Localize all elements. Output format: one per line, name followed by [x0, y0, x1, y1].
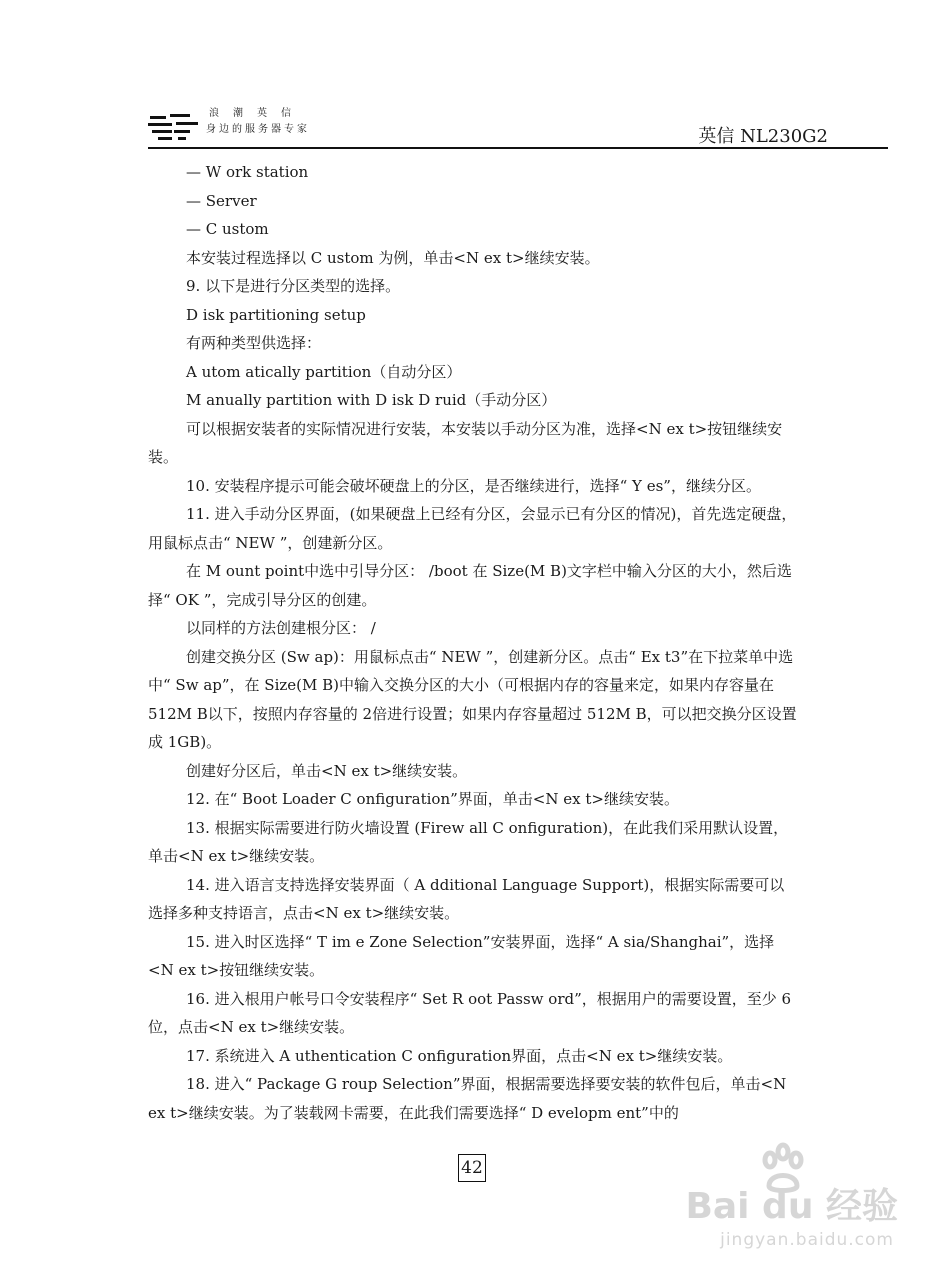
page-number: 42 — [458, 1154, 486, 1182]
watermark — [652, 1148, 902, 1258]
paragraph: 在 M ount point中选中引导分区： /boot 在 Size(M B)文字栏中输入分区的大小，然后选择“ OK ”，完成引导分区的创建。 — [148, 562, 792, 609]
paragraph: 14. 进入语言支持选择安装界面（ A dditional Language Support)，根据实际需要可以选择多种支持语言，点击<N ex t>继续安装。 — [148, 875, 785, 922]
header-model: 英信 NL230G2 — [698, 126, 828, 147]
watermark-url: jingyan.baidu.com — [720, 1230, 894, 1250]
paragraph: M anually partition with D isk D ruid（手动分区） — [186, 391, 557, 409]
paragraph: A utom atically partition（自动分区） — [186, 362, 462, 381]
paragraph: 18. 进入“ Package G roup Selection”界面，根据需要选择要安装的软件包后，单击<N ex t>继续安装。为了装载网卡需要，在此我们需要选择“ D evelopm ent”中的 — [148, 1075, 791, 1122]
paragraph: 11. 进入手动分区界面，(如果硬盘上已经有分区，会显示已有分区的情况)，首先选定硬盘，用鼠标点击“ NEW ”，创建新分区。 — [148, 505, 797, 552]
paragraph: 12. 在“ Boot Loader C onfiguration”界面，单击<N ex t>继续安装。 — [186, 790, 679, 808]
paragraph: 有两种类型供选择： — [186, 334, 322, 352]
page-header — [148, 100, 888, 148]
paragraph: — C ustom — [186, 220, 269, 238]
paragraph: 创建好分区后，单击<N ex t>继续安装。 — [186, 761, 468, 780]
paragraph: D isk partitioning setup — [186, 305, 366, 324]
paragraph: 本安装过程选择以 C ustom 为例，单击<N ex t>继续安装。 — [186, 248, 600, 267]
paragraph: — Server — [186, 191, 257, 210]
inspur-logo-icon — [148, 112, 200, 142]
header-slogan-2: 身边的服务器专家 — [206, 124, 310, 135]
watermark-brand: Bai du 经验 — [685, 1186, 898, 1227]
page-body — [148, 158, 798, 1127]
paragraph: 13. 根据实际需要进行防火墙设置 (Firew all C onfiguration)，在此我们采用默认设置，单击<N ex t>继续安装。 — [148, 818, 789, 865]
paragraph: 以同样的方法创建根分区： / — [186, 619, 376, 637]
header-slogan-1: 浪潮英信 — [209, 108, 305, 119]
paragraph: 可以根据安装者的实际情况进行安装，本安装以手动分区为准，选择<N ex t>按钮继续安装。 — [148, 419, 783, 466]
paragraph: 15. 进入时区选择“ T im e Zone Selection”安装界面，选择“ A sia/Shanghai”，选择<N ex t>按钮继续安装。 — [148, 932, 775, 979]
paragraph: 16. 进入根用户帐号口令安装程序“ Set R oot Passw ord”，根据用户的需要设置，至少 6位，点击<N ex t>继续安装。 — [148, 989, 792, 1036]
paragraph: 9. 以下是进行分区类型的选择。 — [186, 277, 401, 295]
paragraph: — W ork station — [186, 163, 309, 181]
header-rule — [148, 147, 888, 149]
paragraph: 17. 系统进入 A uthentication C onfiguration界面，点击<N ex t>继续安装。 — [186, 1046, 733, 1065]
paragraph: 10. 安装程序提示可能会破坏硬盘上的分区，是否继续进行，选择“ Y es”，继续分区。 — [186, 476, 761, 495]
paragraph: 创建交换分区 (Sw ap)：用鼠标点击“ NEW ”，创建新分区。点击“ Ex t3”在下拉菜单中选中“ Sw ap”，在 Size(M B)中输入交换分区的大小（可根据内存的容量来定，如果内存容量在 512M B以下，按照内存容量的 2倍进行设置；如果内存容量超过 512M B，可以把交换分区设置成 1GB)。 — [148, 647, 797, 751]
